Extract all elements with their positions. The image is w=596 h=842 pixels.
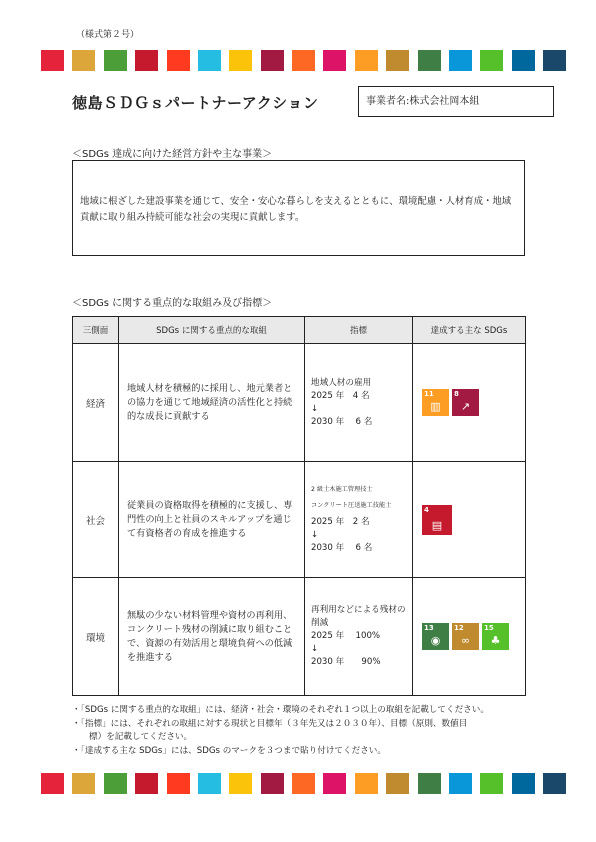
sdg-goal-symbol: ▤ — [431, 518, 443, 532]
sdg-goal-symbol: ♣ — [490, 634, 501, 647]
sdg-goal-number: 8 — [454, 390, 459, 398]
color-block — [355, 50, 378, 71]
policy-text-box: 地域に根ざした建設事業を通じて、安全・安心な暮らしを支えるとともに、環境配慮・人材育成・地域貢献に取り組み持続可能な社会の実現に貢献します。 — [72, 160, 525, 256]
metric-line: ↓ — [311, 403, 319, 414]
table-row — [73, 462, 526, 578]
color-block — [323, 50, 346, 71]
notes — [72, 704, 562, 758]
color-block — [229, 50, 252, 71]
color-block — [323, 773, 346, 794]
color-block — [135, 50, 158, 71]
sdg-goal-11-icon — [422, 389, 449, 416]
sdg-goal-number: 12 — [454, 624, 464, 632]
color-block — [480, 50, 503, 71]
sdg-goal-8-icon — [452, 389, 479, 416]
sdg-goal-number: 15 — [484, 624, 494, 632]
color-block — [41, 773, 64, 794]
metric-line: 2025 年 2 名 — [311, 517, 370, 527]
color-block — [449, 50, 472, 71]
goals-cell — [413, 462, 526, 578]
metric-line: 2025 年 100% — [311, 631, 381, 641]
metric-qualification: コンクリート圧送施工技能士 — [311, 502, 392, 509]
metric-cell — [305, 462, 413, 578]
color-block — [104, 773, 127, 794]
metric-line: 2025 年 4 名 — [311, 390, 370, 401]
color-block — [512, 50, 535, 71]
sdg-color-bar-top — [41, 50, 566, 71]
color-block — [386, 50, 409, 71]
note-line: ・「SDGs に関する重点的な取組」には、経済・社会・環境のそれぞれ１つ以上の取組を記載してください。 — [72, 705, 489, 715]
focus-actions-table — [72, 316, 526, 696]
action-cell: 無駄の少ない材料管理や資材の再利用、コンクリート残材の削減に取り組むことで、資源の有効活用と環境負荷への低減を推進する — [119, 578, 305, 696]
color-block — [167, 773, 190, 794]
sdg-goal-13-icon — [422, 623, 449, 650]
color-block — [167, 50, 190, 71]
note-line: 標）を記載してください。 — [89, 732, 193, 742]
sdg-goal-4-icon — [422, 505, 452, 535]
table-header-row — [73, 317, 526, 344]
color-block — [386, 773, 409, 794]
goal-icons — [422, 505, 524, 535]
color-block — [355, 773, 378, 794]
color-block — [229, 773, 252, 794]
goal-icons — [422, 623, 524, 650]
form-number: （様式第２号） — [76, 30, 140, 40]
aspect-cell: 環境 — [73, 578, 119, 696]
color-block — [72, 50, 95, 71]
sdg-goal-number: 13 — [424, 624, 434, 632]
metric-line: 再利用などによる残材の削減 — [311, 605, 406, 628]
page-title: 徳島ＳＤＧｓパートナーアクション — [72, 94, 319, 112]
color-block — [292, 50, 315, 71]
sdg-goal-number: 11 — [424, 390, 434, 398]
header-metric: 指標 — [305, 317, 413, 344]
goals-cell — [413, 578, 526, 696]
metric-line: ↓ — [311, 644, 319, 654]
header-aspect: 三側面 — [73, 317, 119, 344]
table-row — [73, 578, 526, 696]
sdg-goal-number: 4 — [424, 505, 429, 514]
sdg-color-bar-bottom — [41, 773, 566, 794]
color-block — [449, 773, 472, 794]
color-block — [418, 773, 441, 794]
color-block — [72, 773, 95, 794]
header-action: SDGs に関する重点的な取組 — [119, 317, 305, 344]
sdg-goal-symbol: ↗ — [460, 400, 471, 413]
sdg-goal-15-icon — [482, 623, 509, 650]
section-heading-focus: ＜SDGs に関する重点的な取組み及び指標＞ — [72, 298, 273, 309]
metric-line: 2030 年 6 名 — [311, 416, 373, 427]
section-heading-policy: ＜SDGs 達成に向けた経営方針や主な事業＞ — [72, 149, 273, 160]
color-block — [292, 773, 315, 794]
aspect-cell: 社会 — [73, 462, 119, 578]
color-block — [104, 50, 127, 71]
color-block — [261, 50, 284, 71]
color-block — [512, 773, 535, 794]
color-block — [41, 50, 64, 71]
metric-line: ↓ — [311, 530, 319, 540]
color-block — [198, 773, 221, 794]
note-line: ・「指標」には、それぞれの取組に対する現状と目標年（３年先又は２０３０年）、目標（原則、数値目 — [72, 718, 468, 729]
metric-qualification: 2 級土木施工管理技士 — [311, 486, 373, 493]
goal-icons — [422, 389, 524, 416]
sdg-goal-12-icon — [452, 623, 479, 650]
color-block — [135, 773, 158, 794]
color-block — [480, 773, 503, 794]
color-block — [198, 50, 221, 71]
goals-cell — [413, 344, 526, 462]
company-name-box: 事業者名:株式会社岡本組 — [358, 86, 554, 117]
color-block — [543, 50, 566, 71]
note-line: ・「達成する主な SDGs」には、SDGs のマークを３つまで貼り付けてください。 — [72, 745, 386, 756]
action-cell: 従業員の資格取得を積極的に支援し、専門性の向上と社員のスキルアップを通じて有資格者の育成を推進する — [119, 462, 305, 578]
table-row — [73, 344, 526, 462]
sdg-goal-symbol: ∞ — [460, 634, 471, 647]
metric-cell — [305, 344, 413, 462]
action-cell: 地域人材を積極的に採用し、地元業者との協力を通じて地域経済の活性化と持続的な成長に貢献する — [119, 344, 305, 462]
metric-line: 2030 年 6 名 — [311, 543, 373, 553]
color-block — [418, 50, 441, 71]
aspect-cell: 経済 — [73, 344, 119, 462]
header-goals: 達成する主な SDGs — [413, 317, 526, 344]
metric-line: 2030 年 90% — [311, 657, 381, 667]
sdg-goal-symbol: ▥ — [430, 400, 441, 413]
color-block — [261, 773, 284, 794]
metric-cell — [305, 578, 413, 696]
color-block — [543, 773, 566, 794]
metric-line: 地域人材の雇用 — [311, 377, 372, 388]
sdg-goal-symbol: ◉ — [430, 634, 441, 647]
